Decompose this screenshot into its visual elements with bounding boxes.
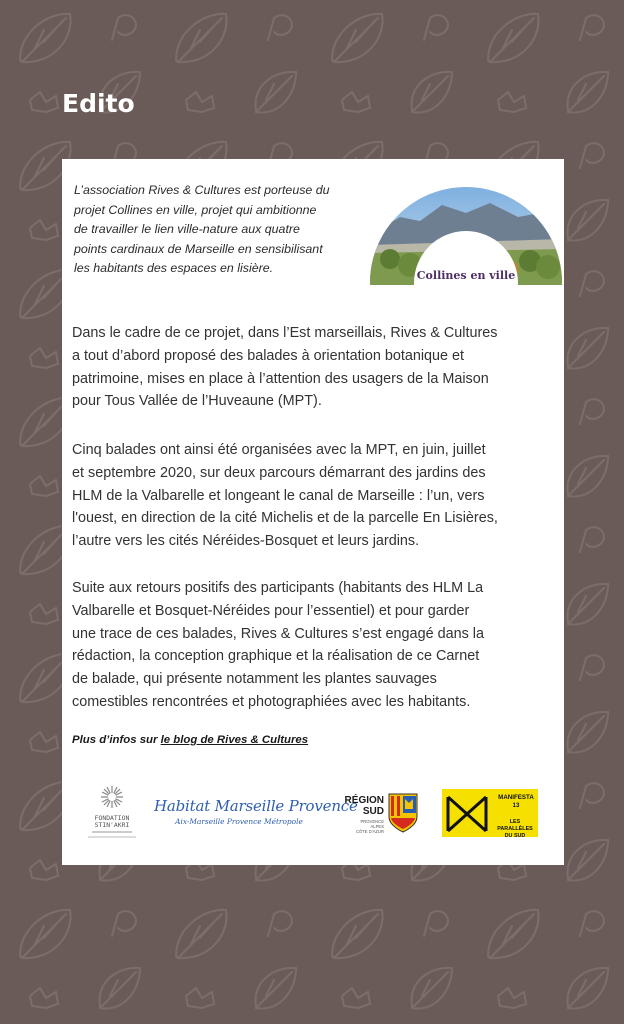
habitat-subtitle: Aix-Marseille Provence Métropole	[175, 817, 303, 826]
manifesta-m-icon	[446, 795, 488, 833]
fondation-name: FONDATION	[94, 814, 130, 822]
intro-line: projet Collines en ville, projet qui ambitionne	[74, 202, 317, 217]
paragraph-line: de balade, qui présente notamment les plantes sauvages	[72, 671, 437, 688]
region-sub-line: ALPES	[370, 824, 384, 829]
fondation-name: STIN'AKRI	[94, 821, 130, 829]
more-info	[72, 734, 308, 746]
region-shield-icon	[388, 793, 418, 833]
manifesta-13-logo	[442, 789, 538, 837]
manifesta-sub-line: LES PARALLÈLES	[497, 819, 533, 832]
region-sub-line: CÔTE D'AZUR	[355, 829, 384, 834]
collines-caption: Collines en ville	[416, 269, 516, 282]
paragraph-line: Suite aux retours positifs des participants (habitants des HLM La	[72, 580, 484, 596]
paragraph-line: comestibles rencontrées et photographiées avec les habitants.	[72, 693, 471, 710]
paragraph	[72, 322, 560, 413]
intro-line: les habitants des espaces en lisière.	[74, 261, 274, 275]
region-line: SUD	[362, 806, 384, 817]
region-sub-line: PROVENCE	[360, 819, 384, 824]
habitat-name: Habitat Marseille Provence	[154, 797, 358, 815]
intro-line: L’association Rives & Cultures est porteuse du	[74, 183, 330, 197]
paragraph-line: HLM de la Valbarelle et longeant le canal de Marseille : l’un, vers	[72, 487, 485, 504]
paragraph	[72, 439, 560, 553]
paragraph-line: Cinq balades ont ainsi été organisées avec la MPT, en juin, juillet	[72, 442, 486, 458]
manifesta-line: 13	[512, 802, 520, 809]
paragraph-line: Dans le cadre de ce projet, dans l’Est marseillais, Rives & Cultures	[72, 325, 498, 341]
paragraph-line: Valbarelle et Bosquet-Néréides pour l’essentiel) et pour garder	[72, 602, 470, 619]
intro-line: de travailler le lien ville-nature aux quatre	[74, 222, 300, 236]
paragraph-line: a tout d’abord proposé des balades à orientation botanique et	[72, 347, 465, 364]
paragraph-line: pour Tous Vallée de l’Huveaune (MPT).	[72, 393, 322, 410]
intro-text	[74, 181, 364, 279]
collines-en-ville-illustration	[370, 187, 562, 285]
paragraph-line: une trace de ces balades, Rives & Cultures s’est engagé dans la	[72, 625, 484, 642]
manifesta-name	[494, 794, 538, 810]
sunburst-icon	[100, 785, 124, 809]
blog-link[interactable]: le blog de Rives & Cultures	[160, 734, 309, 746]
more-info-prefix: Plus d’infos sur	[72, 734, 161, 746]
paragraph	[72, 577, 560, 714]
paragraph-line: et septembre 2020, sur deux parcours démarrant des jardins des	[72, 464, 486, 481]
paragraph-line: patrimoine, mises en place à l’attention des usagers de la Maison	[72, 370, 489, 387]
region-sud-logo	[336, 791, 424, 839]
edito-card	[62, 159, 564, 865]
manifesta-sub-line: DU SUD	[504, 833, 526, 839]
region-subtitle	[336, 819, 384, 834]
page-title: Edito	[62, 89, 135, 118]
manifesta-subtitle	[492, 819, 538, 840]
paragraph-line: l’autre vers les cités Néréides-Bosquet et leurs jardins.	[72, 533, 420, 550]
fondation-logo	[84, 785, 140, 843]
region-name	[336, 795, 384, 817]
habitat-marseille-provence-logo	[154, 797, 358, 833]
paragraph-line: l'ouest, en direction de la cité Michelis et de la parcelle En Lisières,	[72, 510, 498, 527]
paragraph-line: rédaction, la conception graphique et la réalisation de ce Carnet	[72, 648, 480, 665]
region-line: RÉGION	[344, 795, 384, 806]
manifesta-line: MANIFESTA	[498, 794, 534, 801]
intro-line: points cardinaux de Marseille en sensibilisant	[74, 241, 323, 256]
